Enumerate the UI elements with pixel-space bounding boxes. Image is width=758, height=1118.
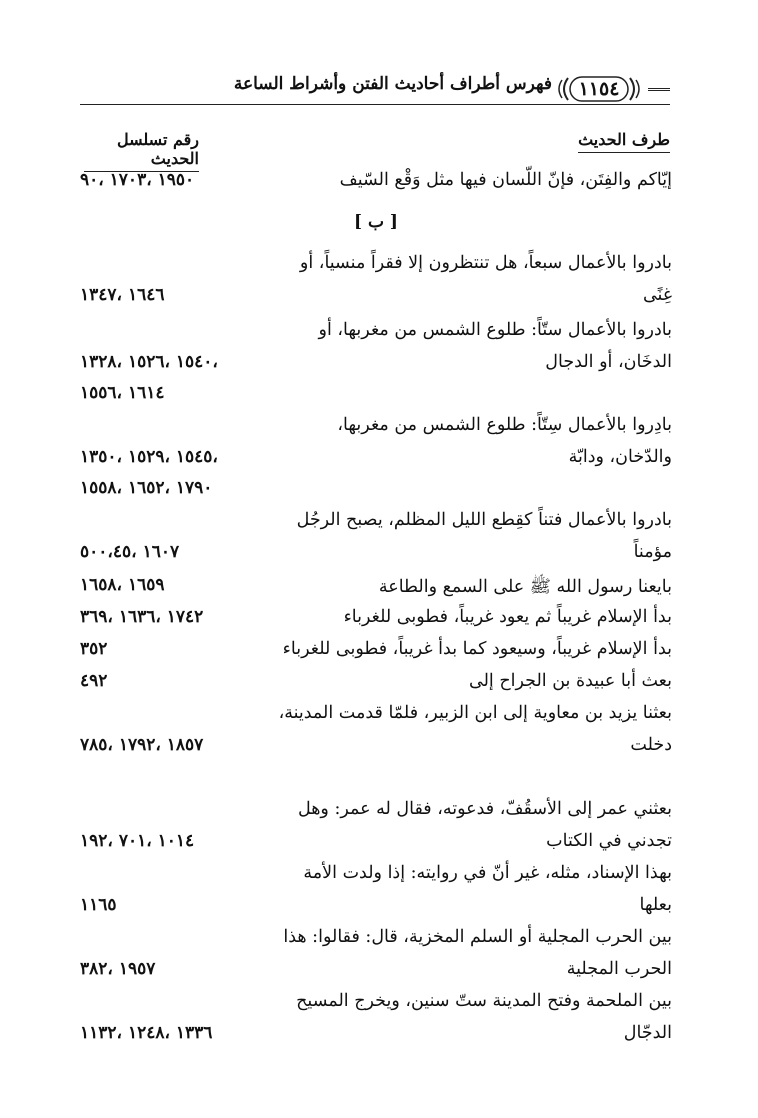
page-number-ornament (558, 74, 640, 104)
hadith-text-line: بدأ الإسلام غريباً، وسيعود كما بدأ غريباً، فطوبى للغرباء (282, 639, 672, 659)
hadith-text-line: بادروا بالأعمال ستّاً: طلوع الشمس من مغربها، أو (318, 320, 672, 340)
hadith-text-line: بين الملحمة وفتح المدينة ستّ سنين، ويخرج المسيح (296, 991, 672, 1011)
hadith-text-line: بايعنا رسول الله ﷺ على السمع والطاعة (378, 577, 672, 597)
hadith-reference-numbers: ١٧٤٢ ،١٦٣٦ ،٣٦٩ (80, 607, 204, 627)
hadith-reference-numbers: ١٣٣٦ ،١٢٤٨ ،١١٣٢ (80, 1022, 213, 1043)
hadith-text-line: الحرب المجلية (566, 958, 672, 979)
hadith-reference-numbers: ١٦٥٩ ،١٦٥٨ (80, 575, 165, 595)
hadith-text-line: تجدني في الكتاب (546, 830, 672, 851)
hadith-text-line: بعلها (639, 894, 672, 915)
header-rule (80, 104, 670, 105)
running-header-title: فهرس أطراف أحاديث الفتن وأشراط الساعة (233, 74, 552, 94)
hadith-text-line: دخلت (630, 734, 672, 755)
hadith-reference-numbers: ٣٥٢ (80, 639, 108, 659)
hadith-text-line: بعث أبا عبيدة بن الجراح إلى (468, 671, 672, 691)
hadith-reference-numbers: ١١٦٥ (80, 894, 117, 915)
column-header-references-label: رقم تسلسل الحديث (116, 130, 199, 168)
hadith-text-line: والدّخان، ودابّة (568, 446, 672, 467)
header-dash (648, 88, 670, 91)
section-marker: [ ب ] (354, 212, 398, 232)
hadith-reference-numbers: ١٩٥٠ ،١٧٠٣ ،٩٠ (80, 170, 195, 190)
hadith-text-line: إيّاكم والفِتَن، فإنّ اللّسان فيها مثل وَقْع السّيف (339, 170, 672, 190)
hadith-text-line: بين الحرب المجلية أو السلم المخزية، قال: فقالوا: هذا (283, 927, 672, 947)
page-number: ١١٥٤ (578, 78, 620, 100)
column-header-underline (578, 152, 670, 153)
hadith-text-line: بدأ الإسلام غريباً ثم يعود غريباً، فطوبى للغرباء (343, 607, 672, 627)
column-header-hadith (578, 130, 670, 149)
column-header-references (84, 130, 199, 168)
hadith-text-line: مؤمناً (633, 541, 672, 562)
hadith-reference-numbers: ١٦٠٧ ،٥٠٠،٤٥ (80, 541, 180, 562)
hadith-text-line: بادِروا بالأعمال سِتّاً: طلوع الشمس من مغربها، (337, 415, 672, 435)
hadith-reference-numbers: ١٧٩٠ ،١٦٥٢ ،١٥٥٨ (80, 478, 213, 499)
hadith-text-line: بادروا بالأعمال فتناً كقِطع الليل المظلم، يصبح الرجُل (296, 510, 672, 530)
hadith-text-line: غِنًى (642, 284, 672, 305)
hadith-reference-numbers: ١٥٤٥ ،١٥٢٩ ،١٣٥٠، (80, 446, 218, 467)
hadith-reference-numbers: ١٨٥٧ ،١٧٩٢ ،٧٨٥ (80, 734, 204, 755)
hadith-reference-numbers: ١٠١٤ ،٧٠١ ،١٩٢ (80, 830, 195, 851)
hadith-text-line: الدخَان، أو الدجال (545, 351, 672, 372)
hadith-text-line: بادروا بالأعمال سبعاً، هل تنتظرون إلا فقراً منسياً، أو (299, 253, 672, 273)
hadith-text-line: بعثنا يزيد بن معاوية إلى ابن الزبير، فلمّا قدمت المدينة، (278, 703, 672, 723)
hadith-reference-numbers: ١٥٤٠ ،١٥٢٦ ،١٣٢٨، (80, 351, 218, 372)
hadith-text-line: بعثني عمر إلى الأسقُفّ، فدعوته، فقال له عمر: وهل (297, 799, 672, 819)
hadith-reference-numbers: ١٦٤٦ ،١٣٤٧ (80, 284, 165, 305)
hadith-reference-numbers: ١٩٥٧ ،٣٨٢ (80, 958, 156, 979)
hadith-text-line: الدجّال (623, 1022, 672, 1043)
hadith-reference-numbers: ٤٩٢ (80, 671, 108, 691)
column-header-hadith-label: طرف الحديث (578, 130, 670, 149)
hadith-reference-numbers: ١٦١٤ ،١٥٥٦ (80, 383, 165, 404)
hadith-text-line: بهذا الإسناد، مثله، غير أنّ في روايته: إذا ولدت الأمة (303, 863, 672, 883)
